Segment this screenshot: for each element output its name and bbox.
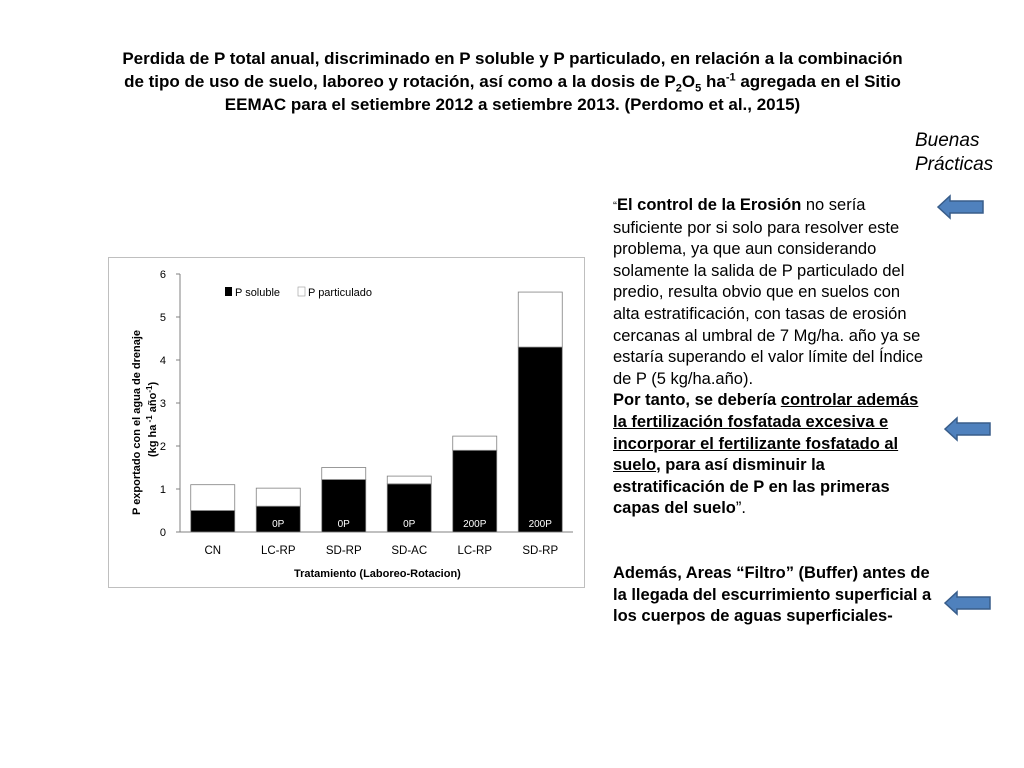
bar-p-particulado [256,488,300,506]
x-tick-label: SD-AC [391,545,428,557]
bar-p-particulado [322,468,366,480]
bar-dose-label: 200P [463,519,487,530]
left-arrow-icon[interactable] [944,416,992,442]
y-tick-label: 6 [159,269,166,281]
arrow-shape [938,196,983,218]
bar-p-soluble [191,511,235,533]
legend-label-p-particulado: P particulado [308,287,373,299]
bar-p-particulado [453,436,497,450]
buenas-practicas-label: Buenas Prácticas [915,130,994,175]
x-tick-label: LC-RP [260,545,296,557]
bar-dose-label: 0P [337,519,350,530]
legend-label-p-soluble: P soluble [235,287,281,299]
y-tick-label: 0 [159,527,166,539]
p-export-chart [108,257,585,588]
bar-dose-label: 200P [528,519,552,530]
bar-p-particulado [387,476,431,484]
y-axis-title-line2: (kg ha $^{-1}$ año$^{-1}$) [145,381,159,457]
y-axis-title-line1: P exportado con el agua de drenaje [131,329,143,515]
bar-p-particulado [191,485,235,511]
bar-p-soluble [518,347,562,532]
x-axis-title: Tratamiento (Laboreo-Rotacion) [294,568,461,580]
y-tick-label: 1 [159,484,166,496]
x-tick-label: SD-RP [522,545,559,557]
y-tick-label: 3 [159,398,166,410]
y-tick-label: 5 [159,312,166,324]
legend-swatch-p-particulado [298,287,305,296]
x-tick-label: SD-RP [325,545,362,557]
slide-title: Perdida de P total anual, discriminado en P soluble y P particulado, en relación a la combinación de tipo de uso de suelo, laboreo y rotación, así como a la dosis de $P_2O_5$ $ha^{-1}$ agregada en el Sitio EEMAC para el setiembre 2012 a setiembre 2013. (Perdomo et al., 2015) [122,49,903,114]
quote-paragraph: “El control de la Erosión no sería suficiente por si solo para resolver este problema, ya que aun considerando solamente la salida de P particulado del predio, resulta obvio que en suelos con alta estratificación, con tasas de erosión cercanas al umbral de 7 Mg/ha. año ya se estaría superando el valor límite del Índice de P (5 kg/ha.año). Por tanto, se debería controlar además la fertilización fosfatada excesiva e incorporar el fertilizante fosfatado al suelo, para así disminuir la estratificación de P en las primeras capas del suelo”. [613,196,924,518]
bar-dose-label: 0P [403,519,416,530]
arrow-shape [945,418,990,440]
legend-swatch-p-soluble [225,287,232,296]
bar-dose-label: 0P [272,519,285,530]
left-arrow-icon[interactable] [944,590,992,616]
filtro-paragraph: Además, Areas “Filtro” (Buffer) antes de la llegada del escurrimiento superficial a los cuerpos de aguas superficiales- [613,564,932,626]
y-tick-label: 2 [159,441,166,453]
bar-p-particulado [518,292,562,347]
arrow-shape [945,592,990,614]
x-tick-label: LC-RP [457,545,493,557]
left-arrow-icon[interactable] [937,194,985,220]
x-tick-label: CN [204,545,222,557]
y-tick-label: 4 [159,355,166,367]
